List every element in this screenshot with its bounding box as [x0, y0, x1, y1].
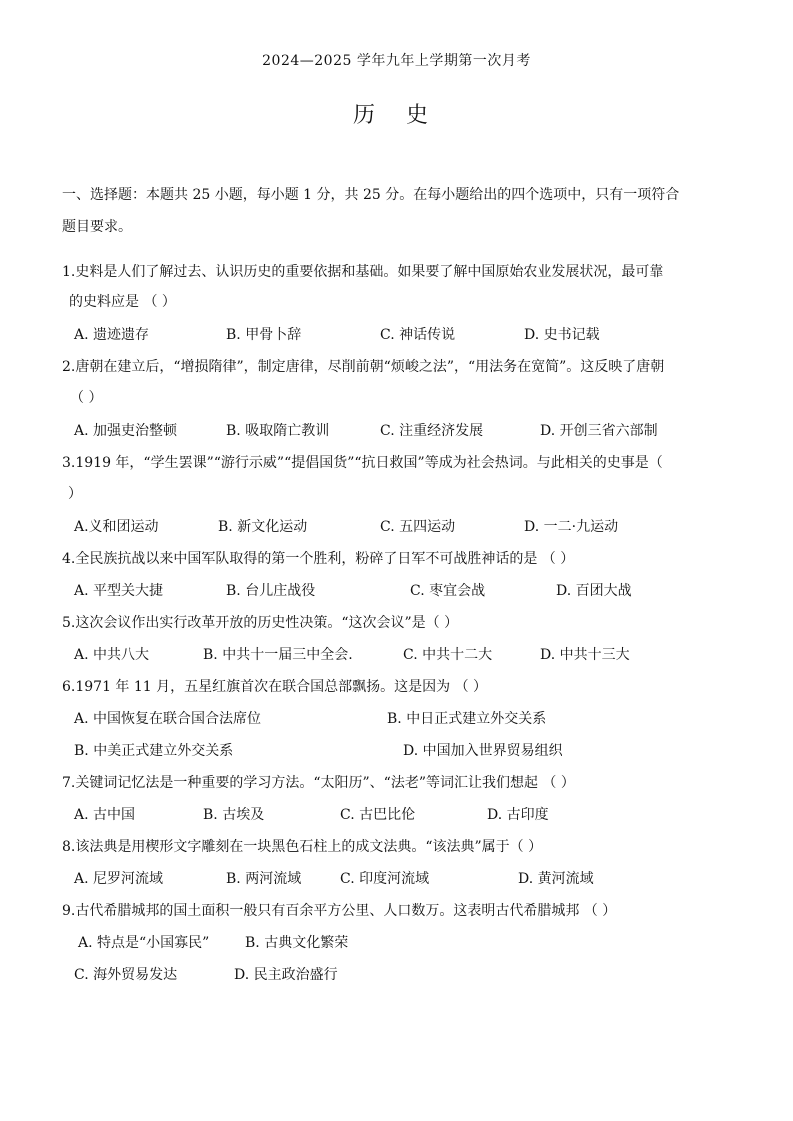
question-5-option-c: C. 中共十二大: [403, 647, 493, 663]
question-9-option-d: D. 民主政治盛行: [234, 967, 338, 983]
question-5-option-a: A. 中共八大: [74, 647, 150, 663]
question-7-option-d: D. 古印度: [487, 807, 549, 823]
question-7-stem: 7.关键词记忆法是一种重要的学习方法。“太阳历”、“法老”等词汇让我们想起 （ ）: [62, 775, 575, 791]
question-1-option-d: D. 史书记载: [524, 327, 600, 343]
question-9-option-b: B. 古典文化繁荣: [245, 935, 349, 951]
question-9-option-c: C. 海外贸易发达: [74, 967, 178, 983]
question-4-option-a: A. 平型关大捷: [74, 583, 164, 599]
question-5-option-d: D. 中共十三大: [540, 647, 630, 663]
question-3-option-a: A.义和团运动: [74, 519, 159, 535]
question-9-stem: 9.古代希腊城邦的国土面积一般只有百余平方公里、人口数万。这表明古代希腊城邦 （ ）: [62, 903, 617, 919]
question-6-option-d: D. 中国加入世界贸易组织: [403, 743, 563, 759]
question-2-option-b: B. 吸取隋亡教训: [226, 423, 330, 439]
question-5-option-b: B. 中共十一届三中全会.: [203, 647, 353, 663]
question-8-option-b: B. 两河流域: [226, 871, 302, 887]
question-3-option-b: B. 新文化运动: [218, 519, 308, 535]
question-4-stem: 4.全民族抗战以来中国军队取得的第一个胜利，粉碎了日军不可战胜神话的是 （ ）: [62, 551, 575, 567]
question-8-stem: 8.该法典是用楔形文字雕刻在一块黑色石柱上的成文法典。“该法典”属于（ ）: [62, 839, 543, 855]
section-instruction-line-1: 一、选择题：本题共 25 小题，每小题 1 分，共 25 分。在每小题给出的四个选项中，只有一项符合: [62, 187, 680, 203]
question-9-option-a: A. 特点是“小国寡民”: [78, 935, 210, 951]
question-2-option-c: C. 注重经济发展: [380, 423, 484, 439]
subject-title: 历 史: [353, 103, 440, 128]
question-1-option-c: C. 神话传说: [380, 327, 456, 343]
question-6-option-b: B. 中日正式建立外交关系: [387, 711, 547, 727]
question-5-stem: 5.这次会议作出实行改革开放的历史性决策。“这次会议”是（ ）: [62, 615, 459, 631]
question-7-option-b: B. 古埃及: [203, 807, 265, 823]
question-4-option-d: D. 百团大战: [556, 583, 632, 599]
question-3-option-d: D. 一二·九运动: [524, 519, 619, 535]
question-2-stem-line-1: 2.唐朝在建立后，“增损隋律”，制定唐律，尽削前朝“烦峻之法”，“用法务在宽简”。这反映了唐朝: [62, 359, 665, 375]
question-4-option-c: C. 枣宜会战: [410, 583, 486, 599]
question-1-stem-line-1: 1.史料是人们了解过去、认识历史的重要依据和基础。如果要了解中国原始农业发展状况，最可靠: [62, 264, 664, 280]
question-6-option-a: A. 中国恢复在联合国合法席位: [74, 711, 262, 727]
question-8-option-a: A. 尼罗河流域: [74, 871, 164, 887]
question-2-option-a: A. 加强吏治整顿: [74, 423, 178, 439]
question-4-option-b: B. 台儿庄战役: [226, 583, 316, 599]
question-1-option-a: A. 遗迹遗存: [74, 327, 150, 343]
section-instruction-line-2: 题目要求。: [62, 219, 132, 235]
question-3-option-c: C. 五四运动: [380, 519, 456, 535]
question-7-option-c: C. 古巴比伦: [340, 807, 416, 823]
exam-header: 2024—2025 学年九年上学期第一次月考: [262, 53, 531, 69]
question-2-stem-line-2: （ ）: [70, 390, 103, 406]
question-6-stem: 6.1971 年 11 月，五星红旗首次在联合国总部飘扬。这是因为 （ ）: [62, 679, 488, 695]
question-6-option-c: B. 中美正式建立外交关系: [74, 743, 234, 759]
question-3-stem-line-1: 3.1919 年，“学生罢课”“游行示威”“提倡国货”“抗日救国”等成为社会热词。与此相关的史事是（: [62, 455, 663, 471]
question-1-stem-line-2: 的史料应是 （ ）: [69, 294, 176, 310]
question-8-option-c: C. 印度河流域: [340, 871, 430, 887]
question-8-option-d: D. 黄河流域: [518, 871, 594, 887]
question-1-option-b: B. 甲骨卜辞: [226, 327, 302, 343]
question-3-stem-line-2: ）: [68, 486, 82, 502]
question-2-option-d: D. 开创三省六部制: [540, 423, 658, 439]
question-7-option-a: A. 古中国: [74, 807, 136, 823]
